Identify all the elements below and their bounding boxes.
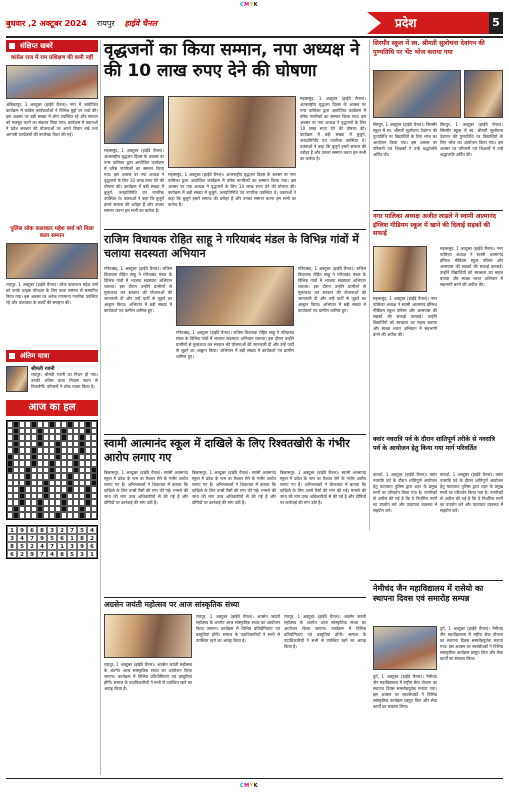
- sudoku-cell: 1: [67, 534, 77, 542]
- print-mark-top: CMYK: [240, 2, 259, 8]
- sudoku-cell: 6: [7, 550, 17, 558]
- print-mark-bottom: CMYK: [240, 783, 259, 789]
- sudoku-cell: 7: [47, 542, 57, 550]
- nemichand-headline: नेमीचंद जैन महाविद्यालय में रासेयो का स्थापना दिवस एवं समारोह सम्पन्न: [373, 584, 484, 603]
- sudoku-cell: 6: [57, 534, 67, 542]
- mahasamund-text-col2: महासमुंद, 1 अक्टूबर (हाईवे चैनल)। नगर पालिका अध्यक्ष ने स्वामी आत्मानंद इंग्लिश मीडियम स्कूल परिसर और आसपास की सड़कों की सफाई करवाई। उन्होंने विद्यार्थियों को स्वच्छता का महत्व बताया और स्वच्छ भारत अभियान में सहभागी बनने की अपील की।: [440, 246, 503, 287]
- header-meta: [6, 15, 157, 31]
- sudoku-cell: 2: [17, 550, 27, 558]
- sudoku-cell: 4: [37, 542, 47, 550]
- lead-text: महासमुंद, 1 अक्टूबर (हाईवे चैनल)। अंतरराष्ट्रीय वृद्धजन दिवस के अवसर पर नगर पालिका द्वारा आयोजित कार्यक्रम में वरिष्ठ नागरिकों का सम्मान किया गया। इस अवसर पर नपा अध्यक्ष ने वृद्धजनों के लिए 10 लाख रुपए देने की घोषणा की। कार्यक्रम में बड़ी संख्या में बुजुर्ग, जनप्रतिनिधि एवं नागरिक उपस्थित थे। वक्ताओं ने कहा कि बुजुर्ग हमारे समाज की धरोहर हैं और उनका सम्मान करना हम सभी का कर्तव्य है।: [104, 148, 164, 213]
- sudoku-cell: 1: [57, 542, 67, 550]
- left-column: [6, 40, 98, 775]
- mahasamund-text: महासमुंद, 1 अक्टूबर (हाईवे चैनल)। नगर पालिका अध्यक्ष ने स्वामी आत्मानंद इंग्लिश मीडियम स्कूल परिसर और आसपास की सड़कों की सफाई करवाई। उन्होंने विद्यार्थियों को स्वच्छता का महत्व बताया और स्वच्छ भारत अभियान में सहभागी बनने की अपील की।: [373, 296, 437, 337]
- atmanand-top-rule: [104, 434, 366, 435]
- school-text: सिरपुर, 1 अक्टूबर (हाईवे चैनल)। सिरमौर स्कूल में स्व. श्रीमती सुलोचना देवांगन की पुण्यतिथि पर विद्यार्थियों के लिए भोज का आयोजन किया गया। इस अवसर पर परिजनों एवं शिक्षकों ने उन्हें श्रद्धांजलि अर्पित की।: [373, 122, 437, 157]
- agrasen-top-rule: [104, 597, 366, 598]
- obituary-photo: [6, 366, 28, 392]
- header-rule: [6, 36, 503, 38]
- rohit-text: गरियाबंद, 1 अक्टूबर (हाईवे चैनल)। राजिम विधायक रोहित साहू ने गरियाबंद मंडल के विभिन्न गांवों में भाजपा सदस्यता अभियान चलाया। इस दौरान उन्होंने ग्रामीणों से मुलाकात कर सरकार की योजनाओं की जानकारी दी और उन्हें पार्टी से जुड़ने का आह्वान किया। अभियान में बड़ी संख्या में कार्यकर्ता एवं ग्रामीण शामिल हुए।: [104, 266, 172, 313]
- crossword-grid: [6, 420, 98, 520]
- sudoku-cell: 1: [7, 526, 17, 534]
- lead-text-column3: महासमुंद, 1 अक्टूबर (हाईवे चैनल)। अंतरराष्ट्रीय वृद्धजन दिवस के अवसर पर नगर पालिका द्वारा आयोजित कार्यक्रम में वरिष्ठ नागरिकों का सम्मान किया गया। इस अवसर पर नपा अध्यक्ष ने वृद्धजनों के लिए 10 लाख रुपए देने की घोषणा की। कार्यक्रम में बड़ी संख्या में बुजुर्ग, जनप्रतिनिधि एवं नागरिक उपस्थित थे। वक्ताओं ने कहा कि बुजुर्ग हमारे समाज की धरोहर हैं और उनका सम्मान करना हम सभी का कर्तव्य है।: [300, 96, 366, 161]
- lead-photo-1: [104, 96, 164, 144]
- obituary-name: श्रीमती रजनी: [31, 366, 55, 372]
- page-header: [6, 11, 503, 35]
- issue-date: बुधवार ,2 अक्टूबर 2024: [6, 18, 87, 28]
- sudoku-cell: 5: [67, 550, 77, 558]
- sudoku-cell: 3: [77, 550, 87, 558]
- sudoku-cell: 2: [57, 526, 67, 534]
- rohit-photo: [176, 266, 294, 326]
- agrasen-text-col2: रायपुर, 1 अक्टूबर (हाईवे चैनल)। अग्रसेन जयंती महोत्सव के अंतर्गत आज सांस्कृतिक संध्या का आयोजन किया जाएगा। कार्यक्रम में विभिन्न प्रतियोगिताएं एवं प्रस्तुतियां होंगी। समाज के पदाधिकारियों ने सभी से उपस्थित रहने का आग्रह किया है।: [196, 614, 280, 643]
- rohit-text-continued: गरियाबंद, 1 अक्टूबर (हाईवे चैनल)। राजिम विधायक रोहित साहू ने गरियाबंद मंडल के विभिन्न गांवों में भाजपा सदस्यता अभियान चलाया। इस दौरान उन्होंने ग्रामीणों से मुलाकात कर सरकार की योजनाओं की जानकारी दी और उन्हें पार्टी से जुड़ने का आह्वान किया। अभियान में बड़ी संख्या में कार्यकर्ता एवं ग्रामीण शामिल हुए।: [176, 330, 294, 359]
- sudoku-cell: 5: [77, 526, 87, 534]
- school-photo-small: [464, 70, 503, 118]
- sudoku-cell: 5: [17, 542, 27, 550]
- sudoku-cell: 2: [27, 542, 37, 550]
- mahasamund-top-rule: [373, 210, 503, 211]
- obituary-title: अंतिम यात्रा: [6, 350, 98, 362]
- sudoku-cell: 8: [77, 534, 87, 542]
- edition-city: रायपुर: [96, 18, 115, 28]
- sudoku-cell: 7: [37, 550, 47, 558]
- atmanand-text-col3: बिलासपुर, 1 अक्टूबर (हाईवे चैनल)। स्वामी आत्मानंद स्कूल में प्रवेश के नाम पर रिश्वत लेने के गंभीर आरोप लगाए गए हैं। अभिभावकों ने शिकायत में बताया कि दाखिले के लिए उनसे पैसों की मांग की गई। मामले की जांच की मांग उच्च अधिकारियों से की गई है और दोषियों पर कार्रवाई की मांग उठी है।: [280, 470, 366, 505]
- brief-news-title: संक्षिप्त खबरें: [6, 40, 98, 52]
- footer-rule: [6, 778, 503, 779]
- rohit-top-rule: [104, 229, 366, 230]
- nemichand-text: दुर्ग, 1 अक्टूबर (हाईवे चैनल)। नेमीचंद जैन महाविद्यालय में राष्ट्रीय सेवा योजना का स्थापना दिवस समारोहपूर्वक मनाया गया। इस अवसर पर स्वयंसेवकों ने विभिन्न सांस्कृतिक कार्यक्रम प्रस्तुत किए और सेवा कार्यों का संकल्प लिया।: [373, 674, 437, 709]
- column-divider-2: [369, 40, 370, 530]
- sudoku-cell: 9: [37, 534, 47, 542]
- lead-photo-2: [168, 96, 296, 168]
- sudoku-cell: 8: [57, 550, 67, 558]
- atmanand-text: बिलासपुर, 1 अक्टूबर (हाईवे चैनल)। स्वामी आत्मानंद स्कूल में प्रवेश के नाम पर रिश्वत लेने के गंभीर आरोप लगाए गए हैं। अभिभावकों ने शिकायत में बताया कि दाखिले के लिए उनसे पैसों की मांग की गई। मामले की जांच की मांग उच्च अधिकारियों से की गई है और दोषियों पर कार्रवाई की मांग उठी है।: [104, 470, 188, 505]
- agrasen-text: रायपुर, 1 अक्टूबर (हाईवे चैनल)। अग्रसेन जयंती महोत्सव के अंतर्गत आज सांस्कृतिक संध्या का आयोजन किया जाएगा। कार्यक्रम में विभिन्न प्रतियोगिताएं एवं प्रस्तुतियां होंगी। समाज के पदाधिकारियों ने सभी से उपस्थित रहने का आग्रह किया है।: [104, 662, 192, 691]
- sudoku-cell: 4: [87, 526, 97, 534]
- sudoku-cell: 9: [27, 550, 37, 558]
- agrasen-headline: अग्रसेन जयंती महोत्सव पर आज सांस्कृतिक संध्या: [104, 600, 240, 609]
- navratri-text-col2: कवर्धा, 1 अक्टूबर (हाईवे चैनल)। क्वांर नवरात्रि पर्व के दौरान शांतिपूर्ण आयोजन हेतु यातायात पुलिस द्वारा शहर के प्रमुख मार्गों पर परिवर्तन किया गया है। नागरिकों से अपील की गई है कि वे निर्धारित मार्गों का उपयोग करें और यातायात व्यवस्था में सहयोग करें।: [440, 472, 503, 513]
- brief-story2-headline: पुलिस लोक कलाकार महेश वर्मा को मिला कला सम्मान: [10, 226, 94, 239]
- brief-story1-text: अंबिकापुर, 1 अक्टूबर (हाईवे चैनल)। नगर में आयोजित कार्यक्रम में कांग्रेस कार्यकर्ताओं ने विभिन्न मुद्दों पर चर्चा की। इस अवसर पर बड़ी संख्या में लोग उपस्थित रहे और संगठन को मजबूत करने का संकल्प लिया गया। कार्यक्रम में वक्ताओं ने प्रदेश सरकार की योजनाओं पर अपने विचार रखे तथा आगामी कार्यक्रमों की रूपरेखा तैयार की गई।: [6, 102, 98, 137]
- sudoku-cell: 4: [17, 534, 27, 542]
- rohit-headline: राजिम विधायक रोहित साहू ने गरियाबंद मंडल के विभिन्न गांवों में चलाया सदस्यता अभियान: [104, 233, 359, 260]
- sudoku-cell: 8: [37, 526, 47, 534]
- sudoku-cell: 3: [47, 526, 57, 534]
- sudoku-cell: 3: [67, 542, 77, 550]
- navratri-text: कवर्धा, 1 अक्टूबर (हाईवे चैनल)। क्वांर नवरात्रि पर्व के दौरान शांतिपूर्ण आयोजन हेतु यातायात पुलिस द्वारा शहर के प्रमुख मार्गों पर परिवर्तन किया गया है। नागरिकों से अपील की गई है कि वे निर्धारित मार्गों का उपयोग करें और यातायात व्यवस्था में सहयोग करें।: [373, 472, 437, 513]
- brief-story2-photo: [6, 243, 98, 279]
- mahasamund-headline: नगर पालिका अध्यक्ष अजीत लाडले ने स्वामी आत्मानंद इंग्लिश मीडियम स्कूल में खाने की दिलाई सड़कों की सफाई: [373, 213, 497, 237]
- sudoku-cell: 9: [17, 526, 27, 534]
- section-title: प्रदेश: [367, 12, 489, 34]
- puzzle-title: आज का हल: [6, 400, 98, 416]
- rohit-text-column3: गरियाबंद, 1 अक्टूबर (हाईवे चैनल)। राजिम विधायक रोहित साहू ने गरियाबंद मंडल के विभिन्न गांवों में भाजपा सदस्यता अभियान चलाया। इस दौरान उन्होंने ग्रामीणों से मुलाकात कर सरकार की योजनाओं की जानकारी दी और उन्हें पार्टी से जुड़ने का आह्वान किया। अभियान में बड़ी संख्या में कार्यकर्ता एवं ग्रामीण शामिल हुए।: [298, 266, 366, 313]
- nemichand-top-rule: [370, 580, 503, 581]
- agrasen-text-col3: रायपुर, 1 अक्टूबर (हाईवे चैनल)। अग्रसेन जयंती महोत्सव के अंतर्गत आज सांस्कृतिक संध्या का आयोजन किया जाएगा। कार्यक्रम में विभिन्न प्रतियोगिताएं एवं प्रस्तुतियां होंगी। समाज के पदाधिकारियों ने सभी से उपस्थित रहने का आग्रह किया है।: [284, 614, 366, 649]
- mahasamund-photo: [373, 246, 427, 292]
- school-photo: [373, 70, 461, 118]
- sudoku-cell: 9: [77, 542, 87, 550]
- sudoku-cell: 7: [27, 534, 37, 542]
- sudoku-cell: 3: [7, 534, 17, 542]
- newspaper-brand: हाईवे चैनल: [124, 18, 158, 28]
- sudoku-cell: 6: [87, 542, 97, 550]
- brief-story1-photo: [6, 65, 98, 99]
- sudoku-cell: 7: [67, 526, 77, 534]
- agrasen-photo: [104, 614, 192, 658]
- column-divider: [100, 40, 101, 775]
- sudoku-cell: 2: [87, 534, 97, 542]
- atmanand-text-col2: बिलासपुर, 1 अक्टूबर (हाईवे चैनल)। स्वामी आत्मानंद स्कूल में प्रवेश के नाम पर रिश्वत लेने के गंभीर आरोप लगाए गए हैं। अभिभावकों ने शिकायत में बताया कि दाखिले के लिए उनसे पैसों की मांग की गई। मामले की जांच की मांग उच्च अधिकारियों से की गई है और दोषियों पर कार्रवाई की मांग उठी है।: [192, 470, 276, 505]
- sudoku-cell: 8: [7, 542, 17, 550]
- school-text-col2: सिरपुर, 1 अक्टूबर (हाईवे चैनल)। सिरमौर स्कूल में स्व. श्रीमती सुलोचना देवांगन की पुण्यतिथि पर विद्यार्थियों के लिए भोज का आयोजन किया गया। इस अवसर पर परिजनों एवं शिक्षकों ने उन्हें श्रद्धांजलि अर्पित की।: [440, 122, 503, 157]
- school-headline: सिरमौर स्कूल में स्व. श्रीमती सुलोचना देवांगन की पुण्यतिथि पर भेंट भोज कराया गया: [373, 40, 485, 56]
- nemichand-text-col2: दुर्ग, 1 अक्टूबर (हाईवे चैनल)। नेमीचंद जैन महाविद्यालय में राष्ट्रीय सेवा योजना का स्थापना दिवस समारोहपूर्वक मनाया गया। इस अवसर पर स्वयंसेवकों ने विभिन्न सांस्कृतिक कार्यक्रम प्रस्तुत किए और सेवा कार्यों का संकल्प लिया।: [440, 626, 503, 661]
- crossword-cell: [91, 512, 97, 519]
- sudoku-grid: [6, 525, 98, 559]
- obituary-text: रायपुर। श्रीमती रजनी का निधन हो गया। उनकी अंतिम यात्रा निवास स्थान से निकलेगी। परिजनों ने शोक व्यक्त किया है।: [31, 372, 98, 389]
- nemichand-photo: [373, 626, 437, 670]
- brief-story2-text: रायपुर, 1 अक्टूबर (हाईवे चैनल)। लोक कलाकार महेश वर्मा को उनके उत्कृष्ट योगदान के लिए कला सम्मान से सम्मानित किया गया। इस अवसर पर अनेक गणमान्य नागरिक उपस्थित रहे और कलाकार के कार्यों की सराहना की।: [6, 282, 98, 305]
- page-number: 5: [489, 12, 503, 34]
- atmanand-headline: स्वामी आत्मानंद स्कूल में दाखिले के लिए रिश्वतखोरी के गंभीर आरोप लगाए गए: [104, 437, 350, 464]
- navratri-headline: क्वांर नवरात्रि पर्व के दौरान शांतिपूर्ण तरीके से नवरात्रि पर्व के आयोजन हेतु किया गया मार्ग परिवर्तित: [373, 436, 496, 452]
- sudoku-cell: 4: [47, 550, 57, 558]
- lead-text-continued: महासमुंद, 1 अक्टूबर (हाईवे चैनल)। अंतरराष्ट्रीय वृद्धजन दिवस के अवसर पर नगर पालिका द्वारा आयोजित कार्यक्रम में वरिष्ठ नागरिकों का सम्मान किया गया। इस अवसर पर नपा अध्यक्ष ने वृद्धजनों के लिए 10 लाख रुपए देने की घोषणा की। कार्यक्रम में बड़ी संख्या में बुजुर्ग, जनप्रतिनिधि एवं नागरिक उपस्थित थे। वक्ताओं ने कहा कि बुजुर्ग हमारे समाज की धरोहर हैं और उनका सम्मान करना हम सभी का कर्तव्य है।: [168, 172, 296, 207]
- lead-headline: वृद्धजनों का किया सम्मान, नपा अध्यक्ष ने की 10 लाख रुपए देने की घोषणा: [104, 40, 360, 81]
- brief-story1-headline: कांग्रेस राज में राम प्रशिक्षण की कमी नहीं: [10, 55, 94, 61]
- sudoku-cell: 6: [27, 526, 37, 534]
- sudoku-cell: 1: [87, 550, 97, 558]
- sudoku-cell: 5: [47, 534, 57, 542]
